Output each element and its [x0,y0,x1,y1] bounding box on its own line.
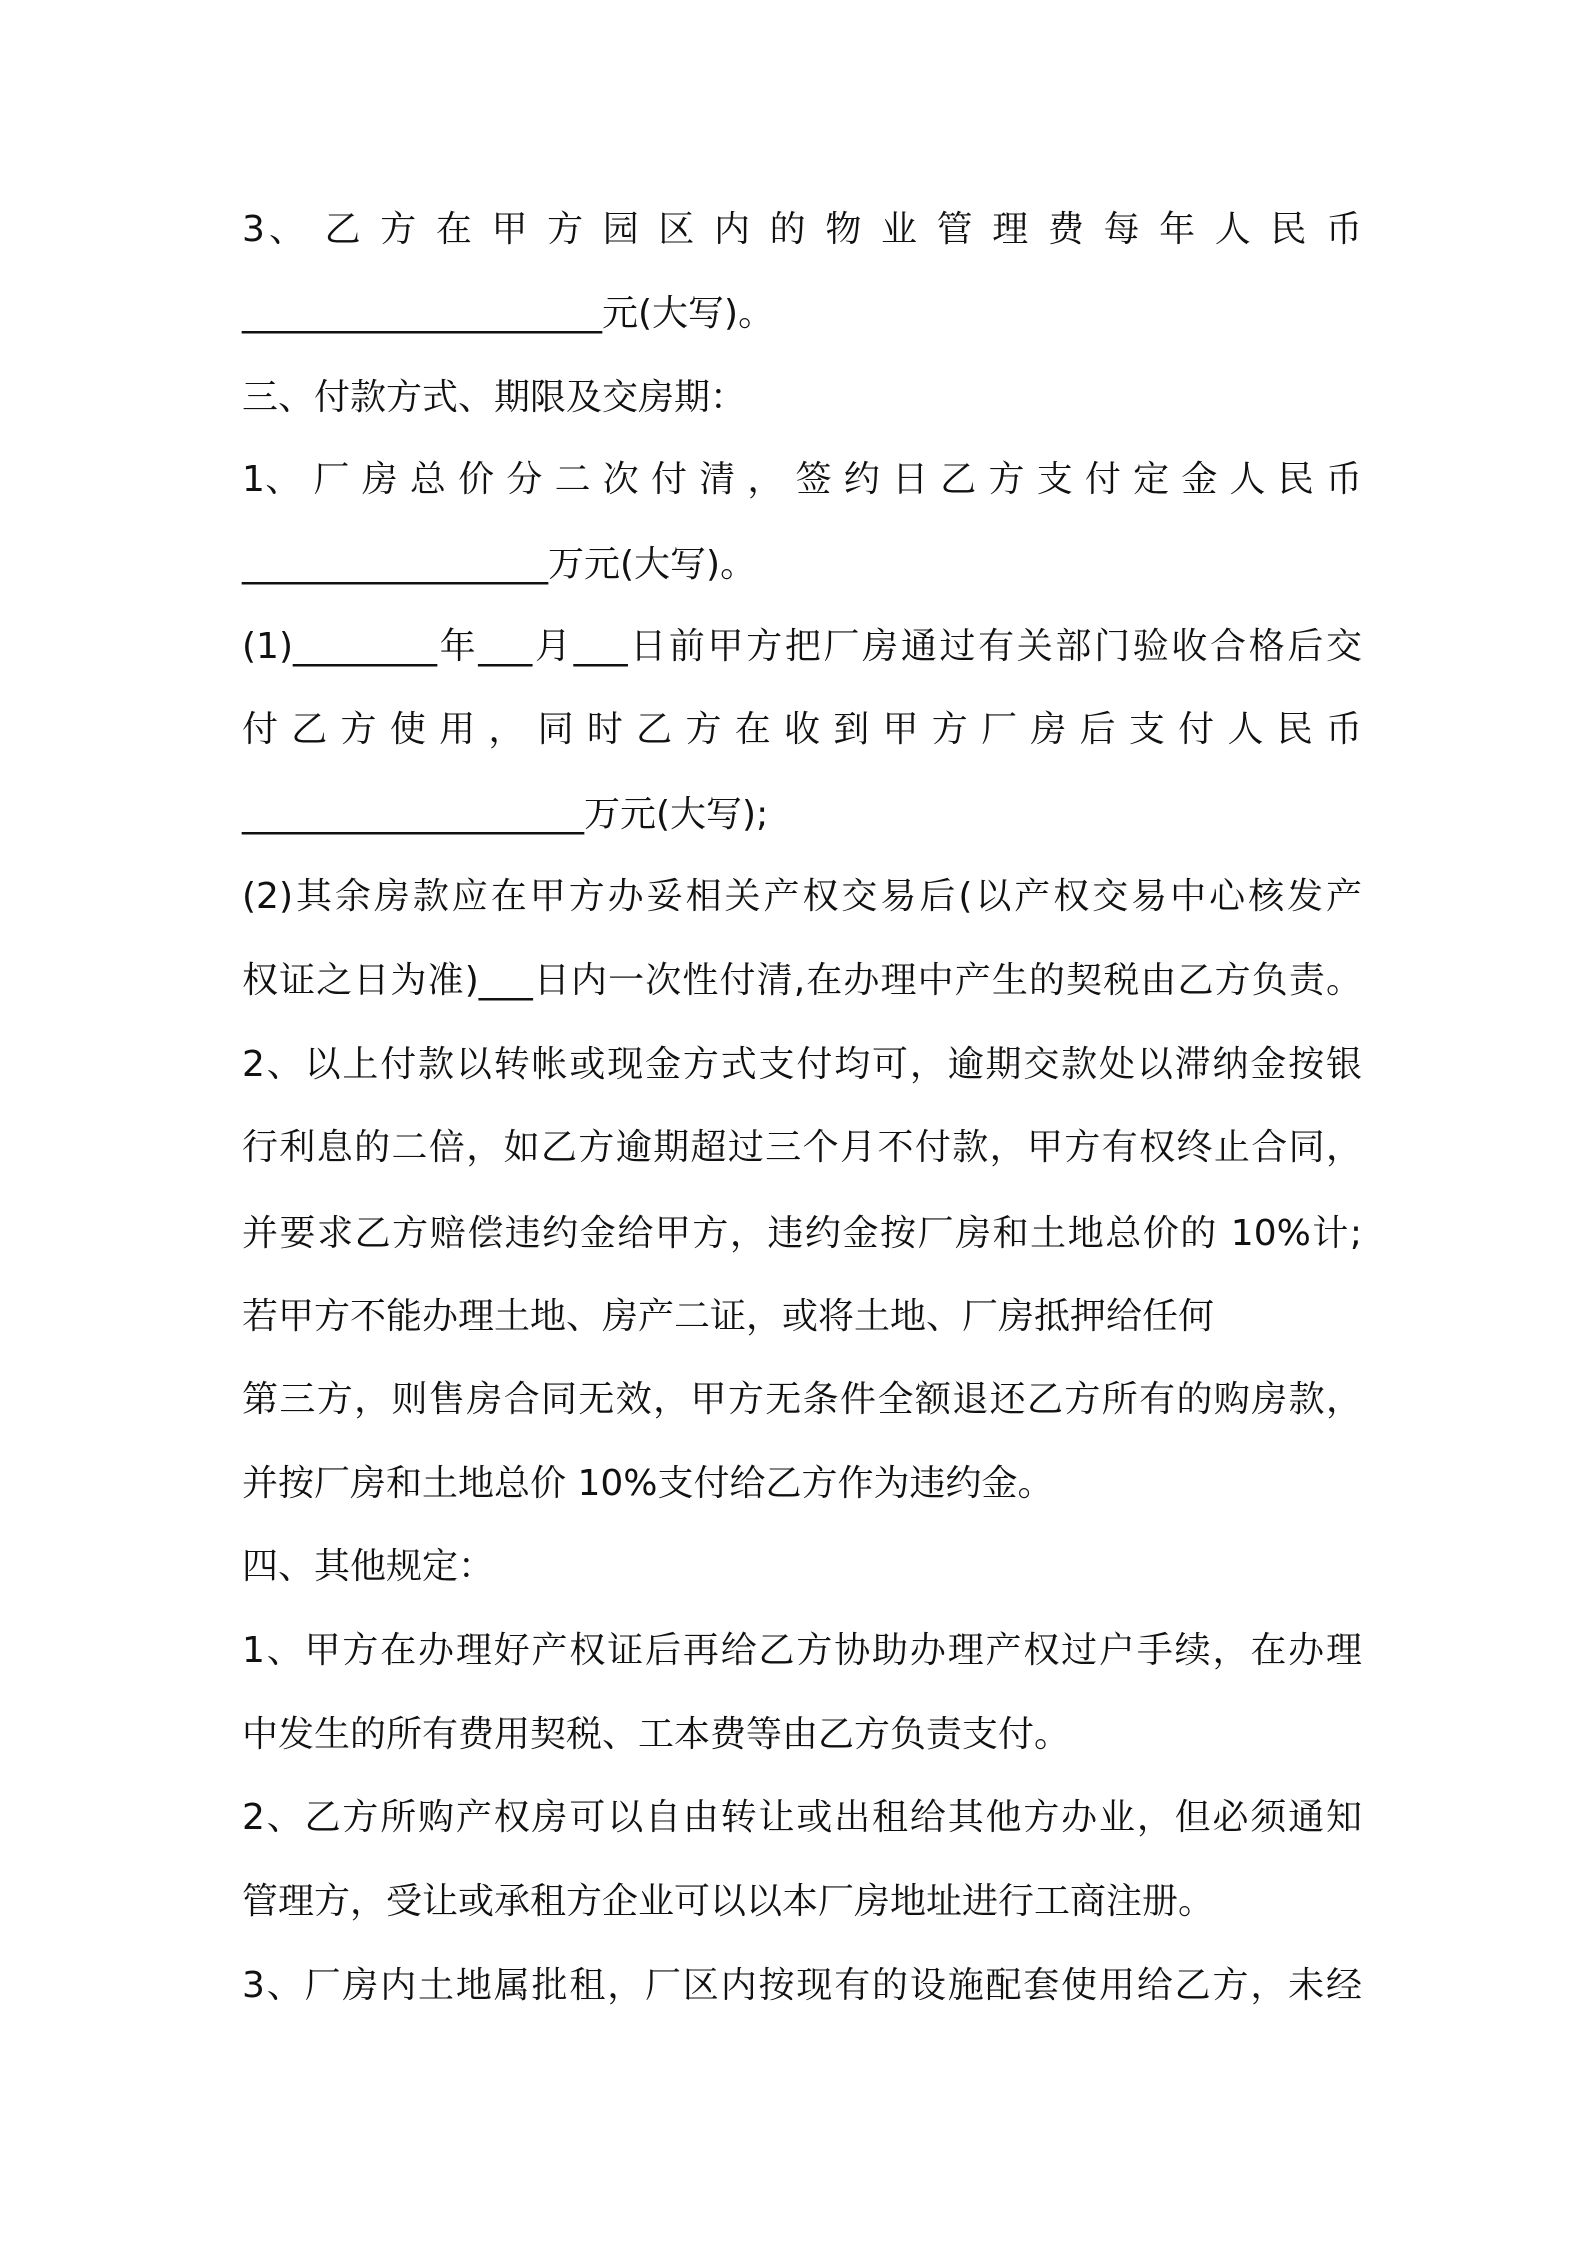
text-line: 付 乙 方 使 用 ， 同 时 乙 方 在 收 到 甲 方 厂 房 后 支 付 人 民 币 [242,709,1362,750]
section-heading: 三、付款方式、期限及交房期： [242,377,747,418]
text-line: (2)其余房款应在甲方办妥相关产权交易后(以产权交易中心核发产 [242,876,1362,917]
text-line: 2、以上付款以转帐或现金方式支付均可，逾期交款处以滞纳金按银 [242,1044,1362,1085]
text-line: 3、厂房内土地属批租，厂区内按现有的设施配套使用给乙方，未经 [242,1965,1362,2006]
text-line: 并按厂房和土地总价 10%支付给乙方作为违约金。 [242,1463,1054,1504]
text-line: 第三方，则售房合同无效，甲方无条件全额退还乙方所有的购房款， [242,1379,1362,1420]
text-line: (1)________年___月___日前甲方把厂房通过有关部门验收合格后交 [242,626,1362,667]
text-line: 行利息的二倍，如乙方逾期超过三个月不付款，甲方有权终止合同， [242,1127,1362,1168]
text-line: 并要求乙方赔偿违约金给甲方，违约金按厂房和土地总价的 10%计; [242,1213,1362,1254]
text-line: _________________万元(大写)。 [242,544,757,585]
text-line: 1、 厂 房 总 价 分 二 次 付 清 ， 签 约 日 乙 方 支 付 定 金 人 民 币 [242,459,1362,500]
text-line: 权证之日为准)___日内一次性付清,在办理中产生的契税由乙方负责。 [242,960,1362,1001]
text-line: ___________________万元(大写); [242,794,769,835]
text-line: 2、乙方所购产权房可以自由转让或出租给其他方办业，但必须通知 [242,1797,1362,1838]
text-line: ____________________元(大写)。 [242,293,775,334]
text-line: 1、甲方在办理好产权证后再给乙方协助办理产权过户手续，在办理 [242,1630,1362,1671]
text-line: 管理方，受让或承租方企业可以以本厂房地址进行工商注册。 [242,1881,1215,1922]
text-line: 3、 乙 方 在 甲 方 园 区 内 的 物 业 管 理 费 每 年 人 民 币 [242,209,1363,250]
section-heading: 四、其他规定： [242,1546,495,1587]
text-line: 中发生的所有费用契税、工本费等由乙方负责支付。 [242,1714,1071,1755]
text-line: 若甲方不能办理土地、房产二证，或将土地、厂房抵押给任何 [242,1296,1215,1337]
